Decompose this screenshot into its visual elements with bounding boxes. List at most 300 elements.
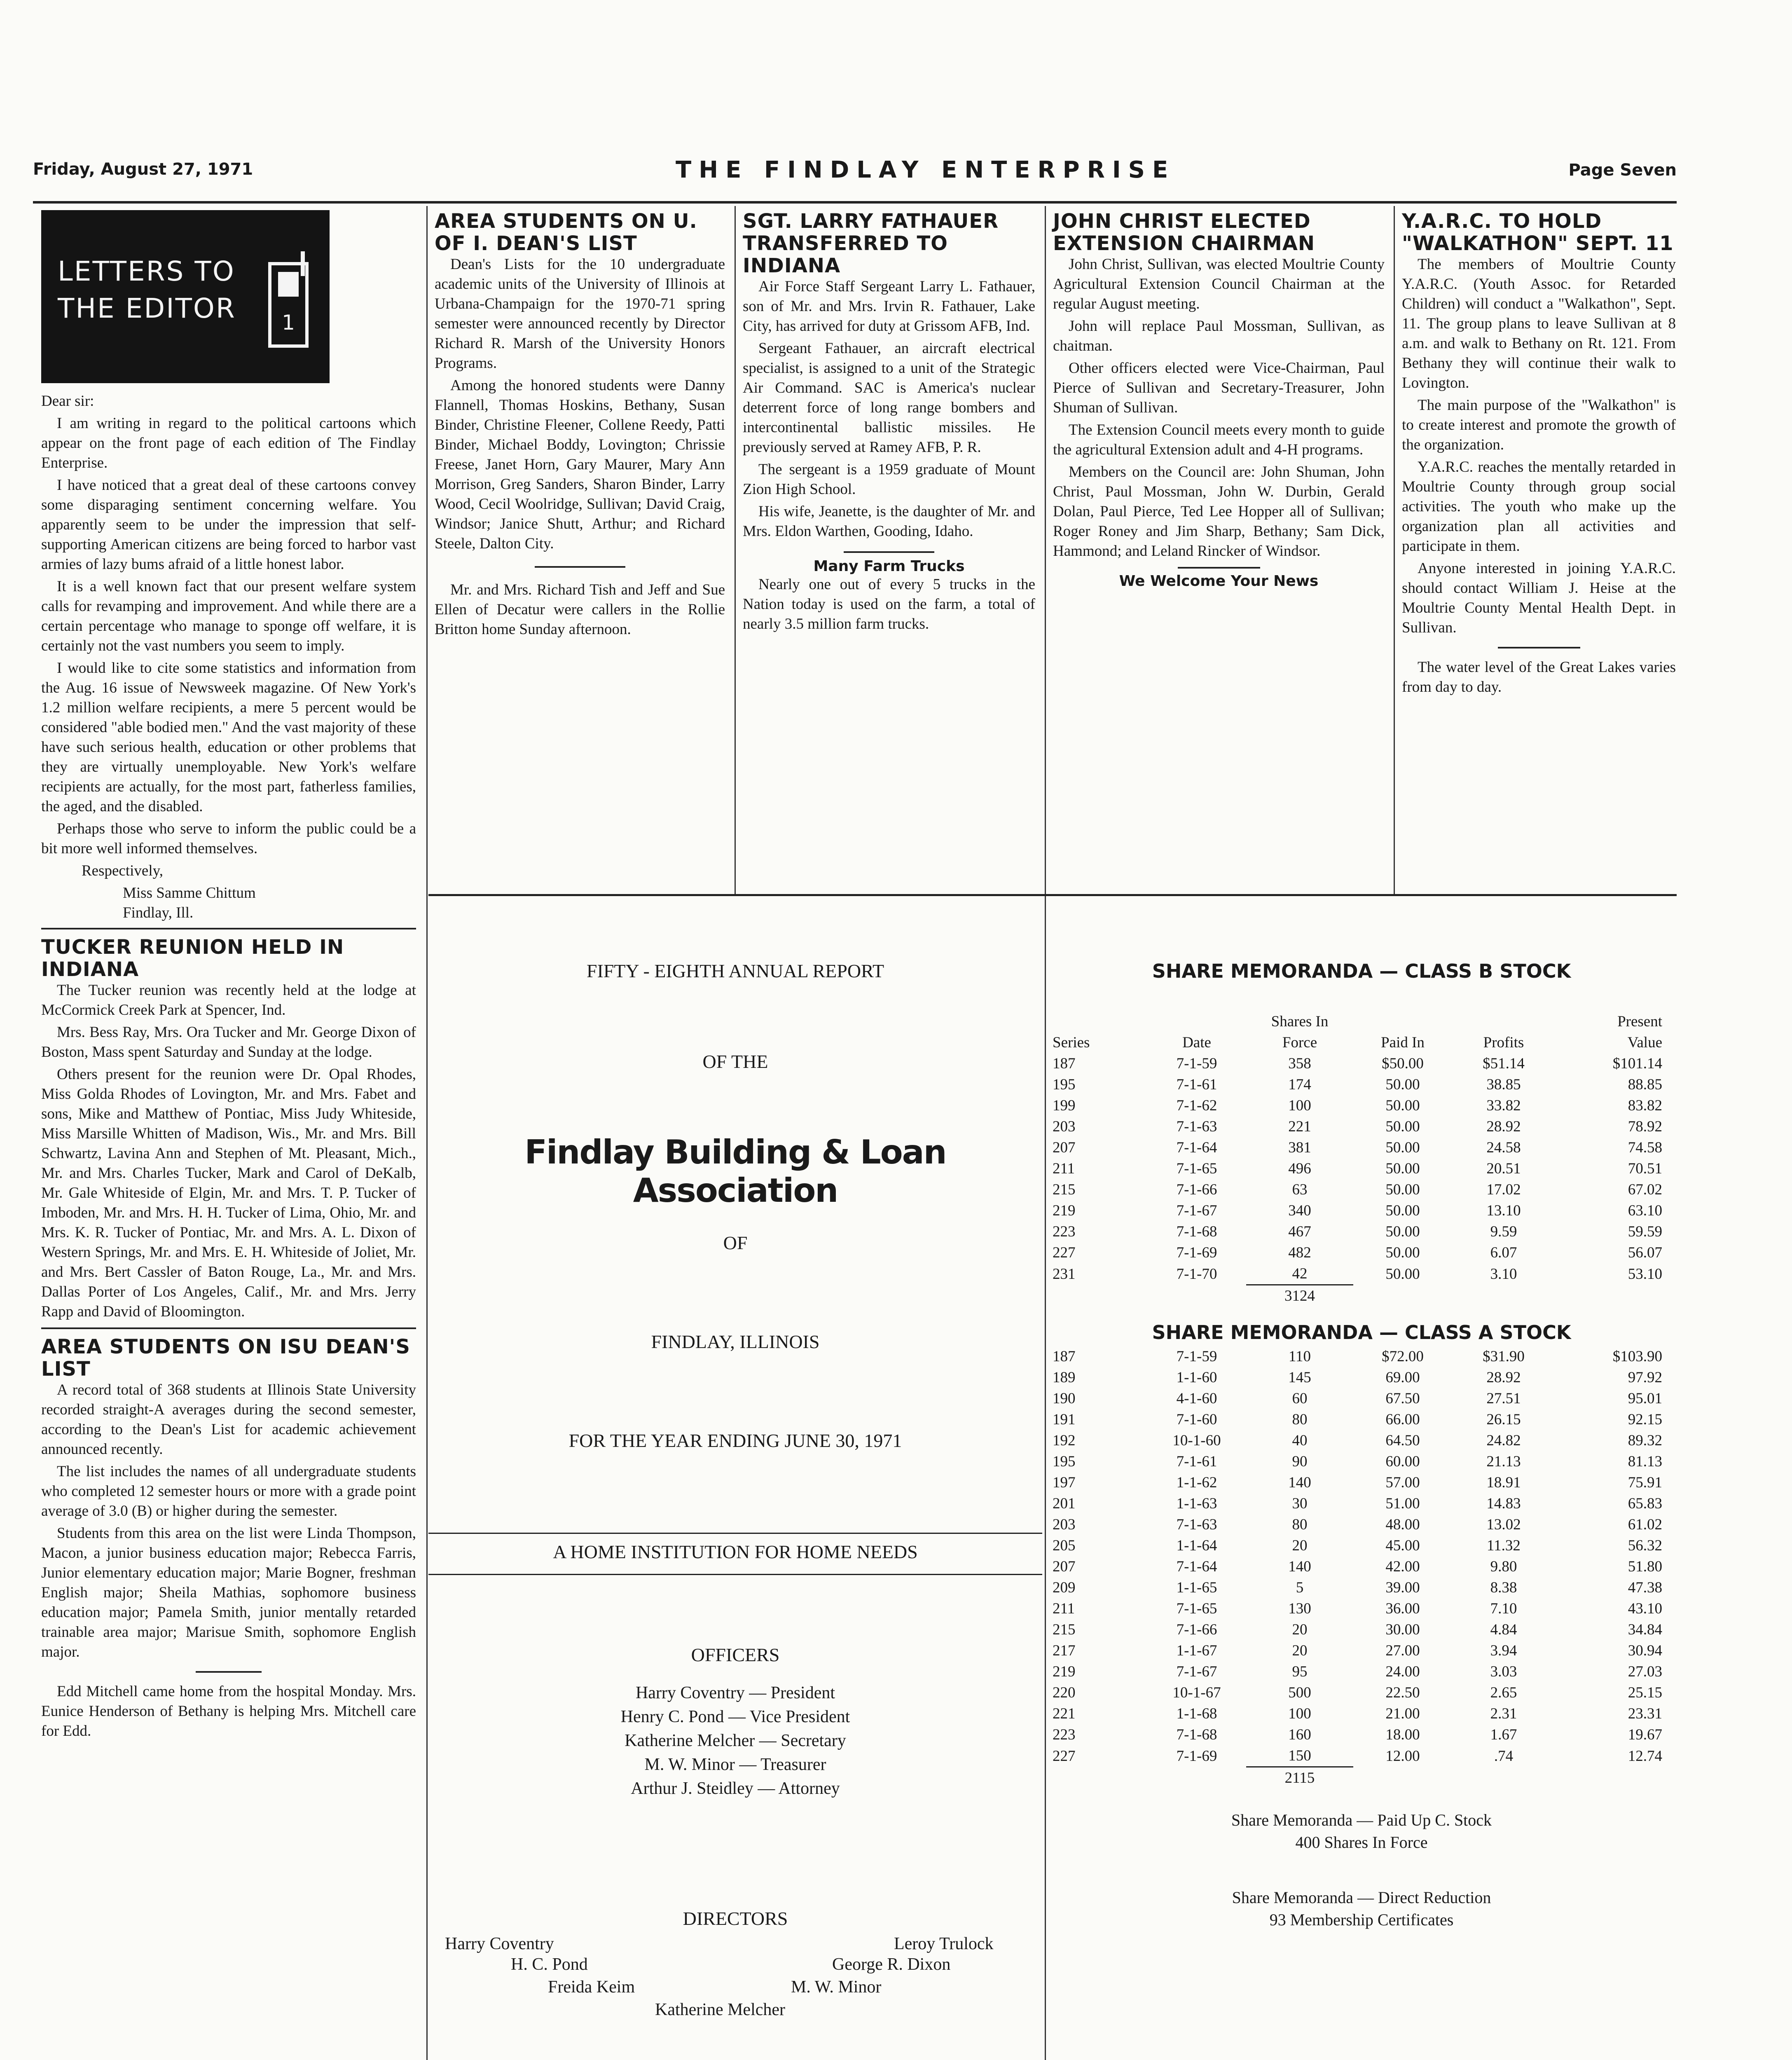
lakes-paragraph: The water level of the Great Lakes varies from day to day. [1402,659,1676,695]
column-5 [1402,210,1676,700]
table-cell: 81.13 [1628,1453,1662,1470]
table-row [1053,1388,1662,1409]
table-row [1053,1158,1662,1179]
separator-dash [1178,567,1260,569]
table-cell: .74 [1494,1747,1514,1765]
table-cell: 7-1-67 [1176,1202,1217,1219]
table-cell: 50.00 [1385,1223,1420,1240]
table-cell: 7-1-69 [1176,1244,1217,1261]
table-row [1053,1703,1662,1724]
table-row [1053,1640,1662,1661]
table-cell: 187 [1053,1055,1076,1072]
table-cell: 7-1-69 [1176,1747,1217,1765]
table-row [1053,1367,1662,1388]
officer: M. W. Minor — Treasurer [644,1755,826,1774]
table-cell: 78.92 [1628,1118,1662,1135]
table-row [1053,1137,1662,1158]
table-cell: 223 [1053,1726,1076,1743]
table-cell: 42 [1292,1265,1308,1282]
table-row [1053,1514,1662,1535]
christ-paragraph: John will replace Paul Mossman, Sullivan, as chaitman. [1053,318,1385,354]
letter-paragraph: I would like to cite some statistics and information from the Aug. 16 issue of Newsweek magazine. Of New York's 1.2 million welfare recipients, a mere 5 percent would be considered "able bodied men." And the vast majority of these have such serious health, education or other problems that they are virtually unemployable. New York's welfare recipients are actually, for the most part, fatherless families, the aged, and the disabled. [41,660,416,815]
table-cell: 39.00 [1385,1579,1420,1596]
table-cell: 51.80 [1628,1558,1662,1575]
isu-paragraph: A record total of 368 students at Illinois State University recorded straight-A averages during the second semester, according to the Dean's List for academic achievement announced recently. [41,1381,416,1458]
table-cell: 67.50 [1385,1390,1420,1407]
table-row [1053,1221,1662,1242]
table-cell: 2.65 [1490,1684,1517,1701]
table-cell: 23.31 [1628,1705,1662,1722]
officer: Arthur J. Steidley — Attorney [631,1779,840,1798]
table-cell: 51.00 [1385,1495,1420,1512]
table-cell: 64.50 [1385,1432,1420,1449]
report-rule [428,1574,1042,1575]
memo-line: Share Memoranda — Direct Reduction [1232,1888,1491,1907]
column-divider [735,206,736,894]
table-cell: 219 [1053,1663,1076,1680]
table-cell: 1-1-64 [1176,1537,1217,1554]
table-cell: 223 [1053,1223,1076,1240]
table-cell: 30.94 [1628,1642,1662,1659]
table-cell: 3.94 [1490,1642,1517,1659]
story-rule [41,928,416,929]
letter-paragraph: Perhaps those who serve to inform the public could be a bit more well informed themselves. [41,820,416,857]
table-cell: 190 [1053,1390,1076,1407]
table-cell: 27.00 [1385,1642,1420,1659]
table-cell: 28.92 [1486,1118,1521,1135]
association-name: Findlay Building & Loan Association [524,1133,946,1210]
christ-headline: JOHN CHRIST ELECTED EXTENSION CHAIRMAN [1053,210,1315,255]
uofi-paragraph: Among the honored students were Danny Flannell, Thomas Hoskins, Bethany, Susan Binder, Christine Fleener, Collene Reedy, Patti Binder, Michael Boddy, Lovington; Chrissie Freese, Janet Horn, Gary Maurer, Mary Ann Morrison, Greg Sanders, Sharon Binder, Larry Wood, Cecil Woolridge, Sullivan; David Craig, Windsor; Janice Shutt, Arthur; and Richard Steele, Dalton City. [435,377,725,552]
table-cell: 12.74 [1628,1747,1662,1765]
table-cell: 7.10 [1490,1600,1517,1617]
column-header: Profits [1483,1034,1524,1051]
table-cell: 174 [1288,1076,1311,1093]
directors-list [428,1932,1042,2039]
table-cell: 7-1-65 [1176,1600,1217,1617]
table-cell: 7-1-61 [1176,1453,1217,1470]
table-cell: 191 [1053,1411,1076,1428]
table-cell: 203 [1053,1516,1076,1533]
director: Katherine Melcher [655,2000,786,2019]
table-cell: 90 [1292,1453,1308,1470]
table-cell: 20.51 [1486,1160,1521,1177]
christ-paragraph: John Christ, Sullivan, was elected Moultrie County Agricultural Extension Council Chairman at the regular August meeting. [1053,256,1385,312]
tish-paragraph: Mr. and Mrs. Richard Tish and Jeff and Sue Ellen of Decatur were callers in the Rollie Britton home Sunday afternoon. [435,581,725,638]
table-cell: 7-1-59 [1176,1348,1217,1365]
table-cell: 211 [1053,1160,1075,1177]
table-row [1053,1577,1662,1598]
table-cell: 227 [1053,1747,1076,1765]
isu-paragraph: Students from this area on the list were Linda Thompson, Macon, a junior business education major; Rebecca Farris, Junior elementary education major; Marie Bogner, freshman English major; Sheila Mathias, sophomore business education major; Pamela Smith, junior mentally retarded trainable area major; Marisue Smith, sophomore English major. [41,1525,416,1660]
table-row [1053,1682,1662,1703]
table-cell: 21.00 [1385,1705,1420,1722]
mitchell-paragraph: Edd Mitchell came home from the hospital Monday. Mrs. Eunice Henderson of Bethany is helping Mrs. Mitchell care for Edd. [41,1683,416,1739]
table-cell: 30.00 [1385,1621,1420,1638]
table-cell: 50.00 [1385,1118,1420,1135]
svg-text:1: 1 [282,311,295,335]
table-cell: 358 [1288,1055,1311,1072]
christ-paragraph: The Extension Council meets every month to guide the agricultural Extension adult and 4-H programs. [1053,421,1385,458]
class-b-table [1053,1011,1662,1306]
table-cell: 7-1-66 [1176,1181,1217,1198]
report-motto: A HOME INSTITUTION FOR HOME NEEDS [553,1541,918,1562]
officer: Katherine Melcher — Secretary [625,1731,846,1750]
table-cell: 11.32 [1487,1537,1521,1554]
table-cell: 220 [1053,1684,1076,1701]
table-cell: $31.90 [1483,1348,1525,1365]
column-header: Present Value [1617,1013,1662,1051]
table-cell: 42.00 [1385,1558,1420,1575]
class-b-total: 3124 [1246,1285,1353,1307]
memo-line: 93 Membership Certificates [1269,1910,1454,1929]
column-2 [435,210,725,642]
director: Harry Coventry [445,1934,554,1953]
table-cell: 205 [1053,1537,1076,1554]
table-cell: 207 [1053,1139,1076,1156]
table-cell: 66.00 [1385,1411,1420,1428]
table-cell: 13.10 [1486,1202,1521,1219]
class-a-table [1053,1346,1662,1788]
table-cell: 140 [1288,1474,1311,1491]
table-cell: 60.00 [1385,1453,1420,1470]
column-header: Shares In Force [1271,1013,1329,1051]
separator-dash [535,566,625,568]
table-cell: 20 [1292,1642,1308,1659]
table-cell: 43.10 [1628,1600,1662,1617]
separator-dash [196,1671,262,1673]
table-cell: 30 [1292,1495,1308,1512]
column-header: Date [1182,1034,1211,1051]
table-cell: 5 [1296,1579,1304,1596]
table-cell: 33.82 [1486,1097,1521,1114]
table-cell: 10-1-67 [1172,1684,1221,1701]
report-city: FINDLAY, ILLINOIS [651,1331,820,1352]
report-line: FIFTY - EIGHTH ANNUAL REPORT [586,960,884,981]
memo-line: Share Memoranda — Paid Up C. Stock [1231,1811,1492,1829]
table-cell: 7-1-62 [1176,1097,1217,1114]
table-cell: 192 [1053,1432,1076,1449]
table-cell: 63 [1292,1181,1308,1198]
table-cell: 50.00 [1385,1265,1420,1283]
officer: Henry C. Pond — Vice President [620,1707,850,1726]
welcome-news: We Welcome Your News [1119,573,1319,590]
table-cell: $51.14 [1483,1055,1525,1072]
table-row [1053,1451,1662,1472]
table-cell: 95.01 [1628,1390,1662,1407]
table-cell: 140 [1288,1558,1311,1575]
table-cell: 7-1-60 [1176,1411,1217,1428]
separator-dash [844,551,934,553]
table-cell: 189 [1053,1369,1076,1386]
table-cell: 59.59 [1628,1223,1662,1240]
table-row [1053,1598,1662,1619]
table-cell: 500 [1288,1684,1311,1701]
table-cell: 1-1-63 [1176,1495,1217,1512]
table-cell: 36.00 [1385,1600,1420,1617]
table-row [1053,1346,1662,1367]
table-cell: 7-1-65 [1176,1160,1217,1177]
table-cell: 2.31 [1490,1705,1517,1722]
table-cell: 12.00 [1385,1747,1420,1765]
table-row [1053,1535,1662,1556]
farm-trucks-paragraph: Nearly one out of every 5 trucks in the Nation today is used on the farm, a total of nearly 3.5 million farm trucks. [743,576,1035,632]
table-cell: 4.84 [1490,1621,1517,1638]
table-cell: 13.02 [1486,1516,1521,1533]
table-cell: 215 [1053,1621,1076,1638]
column-1 [41,210,416,1744]
table-row [1053,1263,1662,1285]
table-cell: 47.38 [1628,1579,1662,1596]
letters-banner-line: THE EDITOR [58,293,236,324]
tucker-headline: TUCKER REUNION HELD IN INDIANA [41,936,344,981]
table-cell: 14.83 [1486,1495,1521,1512]
table-cell: 28.92 [1486,1369,1521,1386]
table-cell: 221 [1053,1705,1076,1722]
yarc-headline: Y.A.R.C. TO HOLD "WALKATHON" SEPT. 11 [1402,210,1674,255]
table-cell: 209 [1053,1579,1076,1596]
table-cell: 7-1-63 [1176,1118,1217,1135]
tucker-paragraph: Others present for the reunion were Dr. Opal Rhodes, Miss Golda Rhodes of Lovington, Mr. and Mrs. Fabet and sons, Mike and Matthew of Pontiac, Miss Judy Whiteside, Miss Marsille Whitten of Madison, Wis., Mr. and Mrs. Bill Schwartz, Lavina Ann and Stephen of Mt. Pleasant, Mich., Mr. and Mrs. Charles Tucker, Mark and Carol of DeKalb, Mr. Gale Whiteside of Elgin, Mr. and Mrs. T. P. Tucker of Imboden, Mr. and Mrs. H. H. Tucker of Lima, Ohio, Mr. and Mrs. K. R. Tucker of Pontiac, Mr. and Mrs. A. L. Dixon of Western Springs, Mr. and Mrs. E. H. Whiteside of Joliet, Mr. and Mrs. Bert Cassler of Baton Rouge, La., Mr. and Mrs. Dallas Porter of Los Angeles, Calif., Mr. and Mrs. Jerry Rapp and David of Bloomington. [41,1066,416,1320]
table-cell: 197 [1053,1474,1076,1491]
letter-location: Findlay, Ill. [123,904,194,921]
table-cell: 83.82 [1628,1097,1662,1114]
tucker-paragraph: Mrs. Bess Ray, Mrs. Ora Tucker and Mr. George Dixon of Boston, Mass spent Saturday and Sunday at the lodge. [41,1024,416,1060]
officers-heading: OFFICERS [691,1644,780,1665]
table-cell: 80 [1292,1411,1308,1428]
class-b-rows [1053,1053,1662,1285]
table-row [1053,1200,1662,1221]
table-cell: 18.00 [1385,1726,1420,1743]
table-cell: $103.90 [1612,1348,1662,1365]
table-cell: 61.02 [1628,1516,1662,1533]
table-cell: 207 [1053,1558,1076,1575]
table-row [1053,1074,1662,1095]
table-cell: 50.00 [1385,1076,1420,1093]
table-cell: 63.10 [1628,1202,1662,1219]
table-cell: 1-1-62 [1176,1474,1217,1491]
table-total-row [1053,1767,1662,1789]
table-cell: 130 [1288,1600,1311,1617]
table-cell: 1-1-65 [1176,1579,1217,1596]
table-cell: 381 [1288,1139,1311,1156]
director: Leroy Trulock [894,1934,994,1953]
table-cell: $50.00 [1382,1055,1424,1072]
table-cell: 7-1-64 [1176,1558,1217,1575]
table-cell: 9.80 [1490,1558,1517,1575]
table-cell: 195 [1053,1453,1076,1470]
table-total-row [1053,1285,1662,1307]
separator-dash [1498,647,1580,648]
table-cell: 160 [1288,1726,1311,1743]
table-cell: 24.58 [1486,1139,1521,1156]
table-cell: 45.00 [1385,1537,1420,1554]
fathauer-paragraph: Air Force Staff Sergeant Larry L. Fathauer, son of Mr. and Mrs. Irvin R. Fathauer, Lake City, has arrived for duty at Grissom AFB, Ind. [743,278,1035,335]
table-cell: 50.00 [1385,1160,1420,1177]
table-cell: 17.02 [1486,1181,1521,1198]
table-cell: 88.85 [1628,1076,1662,1093]
table-cell: 22.50 [1385,1684,1420,1701]
christ-paragraph: Members on the Council are: John Shuman, John Christ, Paul Mossman, John W. Durbin, Gerald Dolan, Paul Pierce, Ted Lee Hopper all of Sullivan; Roger Roney and Jim Sharp, Bethany; Sam Dick, Hammond; and Leland Rincker of Windsor. [1053,464,1385,559]
section-rule [428,894,1677,896]
table-cell: 10-1-60 [1172,1432,1221,1449]
table-cell: $101.14 [1612,1055,1662,1072]
table-row [1053,1619,1662,1640]
table-row [1053,1053,1662,1074]
class-a-rows [1053,1346,1662,1767]
table-cell: 21.13 [1486,1453,1521,1470]
table-cell: 482 [1288,1244,1311,1261]
fathauer-paragraph: Sergeant Fathauer, an aircraft electrical specialist, is assigned to a unit of the Strategic Air Command. SAC is America's nuclear deterrent force of long range bombers and intercontinental ballistic missiles. He previously served at Ramey AFB, P. R. [743,340,1035,456]
letter-paragraph: It is a well known fact that our present welfare system calls for revamping and improvement. And while there are a certain percentage who manage to sponge off welfare, it is certainly not the vast numbers you seem to imply. [41,578,416,654]
table-cell: 65.83 [1628,1495,1662,1512]
table-cell: 203 [1053,1118,1076,1135]
farm-trucks-headline: Many Farm Trucks [813,558,965,575]
letter-paragraph: I have noticed that a great deal of these cartoons convey some disparaging sentiment concerning welfare. You apparently seem to be under the impression that self-supporting American citizens are being forced to harbor vast armies of lazy bums afraid of a little honest labor. [41,477,416,573]
table-cell: 24.82 [1486,1432,1521,1449]
direct-reduction-memo [1053,1887,1670,1931]
table-row [1053,1661,1662,1682]
director: H. C. Pond [511,1955,588,1974]
isu-paragraph: The list includes the names of all undergraduate students who completed 12 semester hours or more with a grade point average of 3.0 (B) or higher during the semester. [41,1463,416,1519]
yarc-paragraph: Y.A.R.C. reaches the mentally retarded in Moultrie County through group social activities. The youth who make up the organization plan all activities and participate in them. [1402,459,1676,555]
director: George R. Dixon [832,1955,951,1974]
table-cell: 57.00 [1385,1474,1420,1491]
table-cell: 7-1-61 [1176,1076,1217,1093]
table-cell: 215 [1053,1181,1076,1198]
table-cell: 7-1-64 [1176,1139,1217,1156]
table-row [1053,1493,1662,1514]
table-cell: 1-1-68 [1176,1705,1217,1722]
table-cell: 60 [1292,1390,1308,1407]
class-a-title: SHARE MEMORANDA — CLASS A STOCK [1152,1321,1571,1344]
memo-line: 400 Shares In Force [1295,1833,1428,1852]
share-memoranda [1053,948,1670,1931]
letters-banner [41,210,330,383]
table-cell: 211 [1053,1600,1075,1617]
table-header-row [1053,1011,1662,1053]
table-cell: 145 [1288,1369,1311,1386]
column-4 [1053,210,1385,590]
table-row [1053,1472,1662,1493]
uofi-headline: AREA STUDENTS ON U. OF I. DEAN'S LIST [435,210,697,255]
newspaper-title: THE FINDLAY ENTERPRISE [676,157,1176,183]
table-cell: 6.07 [1490,1244,1517,1261]
table-cell: 34.84 [1628,1621,1662,1638]
table-cell: 27.03 [1628,1663,1662,1680]
report-line: OF THE [702,1051,768,1072]
table-row [1053,1116,1662,1137]
christ-paragraph: Other officers elected were Vice-Chairman, Paul Pierce of Sullivan and Secretary-Treasurer, John Shuman of Sullivan. [1053,360,1385,416]
table-row [1053,1724,1662,1745]
table-cell: 227 [1053,1244,1076,1261]
paid-up-memo [1053,1809,1670,1854]
table-row [1053,1242,1662,1263]
table-cell: 38.85 [1486,1076,1521,1093]
table-cell: 100 [1288,1705,1311,1722]
table-cell: 26.15 [1486,1411,1521,1428]
table-cell: 219 [1053,1202,1076,1219]
letter-signature: Miss Samme Chittum [123,885,256,901]
page-number: Page Seven [1568,161,1677,180]
table-cell: 1-1-60 [1176,1369,1217,1386]
tucker-paragraph: The Tucker reunion was recently held at the lodge at McCormick Creek Park at Spencer, Ind. [41,982,416,1018]
table-row [1053,1556,1662,1577]
table-cell: 7-1-68 [1176,1726,1217,1743]
table-cell: 80 [1292,1516,1308,1533]
fathauer-paragraph: His wife, Jeanette, is the daughter of Mr. and Mrs. Eldon Warthen, Gooding, Idaho. [743,503,1035,540]
mailbox-icon [262,247,319,354]
table-cell: 56.07 [1628,1244,1662,1261]
table-cell: 7-1-70 [1176,1265,1217,1283]
table-row [1053,1179,1662,1200]
fathauer-paragraph: The sergeant is a 1959 graduate of Mount Zion High School. [743,461,1035,498]
table-cell: 25.15 [1628,1684,1662,1701]
column-3 [743,210,1035,637]
uofi-paragraph: Dean's Lists for the 10 undergraduate academic units of the University of Illinois at Urbana-Champaign for the 1970-71 spring semester were announced recently by Director Richard R. Marsh of the University Honors Programs. [435,256,725,372]
table-cell: 27.51 [1486,1390,1521,1407]
column-divider [426,206,428,2060]
table-row [1053,1409,1662,1430]
table-cell: 3.10 [1490,1265,1517,1283]
table-cell: 50.00 [1385,1244,1420,1261]
table-cell: 496 [1288,1160,1311,1177]
table-cell: 8.38 [1490,1579,1517,1596]
table-cell: $72.00 [1382,1348,1424,1365]
table-cell: 19.67 [1628,1726,1662,1743]
isu-headline: AREA STUDENTS ON ISU DEAN'S LIST [41,1335,410,1381]
officer: Harry Coventry — President [635,1683,835,1702]
report-line: OF [723,1232,748,1253]
table-cell: 95 [1292,1663,1308,1680]
letter-salutation: Dear sir: [41,393,94,410]
table-row [1053,1745,1662,1767]
table-cell: 150 [1288,1747,1311,1764]
table-cell: 187 [1053,1348,1076,1365]
director: M. W. Minor [791,1978,882,1997]
table-cell: 50.00 [1385,1097,1420,1114]
table-cell: 50.00 [1385,1181,1420,1198]
table-row [1053,1095,1662,1116]
report-year: FOR THE YEAR ENDING JUNE 30, 1971 [568,1430,902,1451]
fathauer-headline: SGT. LARRY FATHAUER TRANSFERRED TO INDIANA [743,210,999,277]
yarc-paragraph: The members of Moultrie County Y.A.R.C. (Youth Assoc. for Retarded Children) will conduct a "Walkathon", Sept. 11. The group plans to leave Sullivan at 8 a.m. and walk to Bethany on Rt. 121. From Bethany they will continue their walk to Lovington. [1402,256,1676,391]
table-row [1053,1430,1662,1451]
table-cell: 3.03 [1490,1663,1517,1680]
table-cell: 75.91 [1628,1474,1662,1491]
issue-date: Friday, August 27, 1971 [33,160,253,179]
class-b-title: SHARE MEMORANDA — CLASS B STOCK [1152,960,1571,982]
table-cell: 231 [1053,1265,1076,1283]
table-cell: 340 [1288,1202,1311,1219]
table-cell: 4-1-60 [1176,1390,1217,1407]
table-cell: 110 [1288,1348,1311,1365]
report-rule [428,1533,1042,1534]
table-cell: 92.15 [1628,1411,1662,1428]
table-cell: 40 [1292,1432,1308,1449]
table-cell: 89.32 [1628,1432,1662,1449]
column-divider [1045,206,1046,2060]
table-cell: 7-1-67 [1176,1663,1217,1680]
table-cell: 18.91 [1486,1474,1521,1491]
column-header: Paid In [1381,1034,1425,1051]
table-cell: 201 [1053,1495,1076,1512]
letter-closing: Respectively, [82,862,163,879]
masthead [33,152,1677,190]
table-cell: 24.00 [1385,1663,1420,1680]
table-cell: 74.58 [1628,1139,1662,1156]
table-cell: 1.67 [1490,1726,1517,1743]
